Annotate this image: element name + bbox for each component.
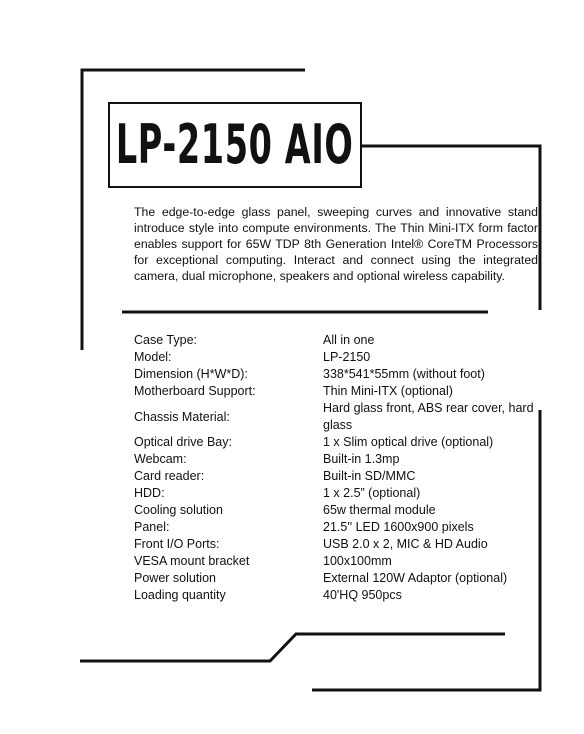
spec-value: 1 x Slim optical drive (optional)	[323, 435, 494, 449]
spec-value: 40'HQ 950pcs	[323, 588, 402, 602]
spec-row	[134, 349, 534, 366]
spec-row	[134, 587, 534, 604]
spec-label: Chassis Material:	[134, 409, 230, 424]
spec-row	[134, 485, 534, 502]
frame-line-bottom-left	[80, 634, 505, 661]
spec-table	[134, 332, 534, 604]
spec-label: Webcam:	[134, 452, 187, 466]
spec-row	[134, 400, 534, 434]
spec-value: LP-2150	[323, 350, 371, 364]
spec-label: Front I/O Ports:	[134, 537, 220, 551]
spec-label: Motherboard Support:	[134, 384, 256, 398]
spec-row	[134, 383, 534, 400]
spec-label: Model:	[134, 350, 172, 364]
spec-label: Optical drive Bay:	[134, 435, 232, 449]
title-box	[108, 102, 362, 188]
spec-label: Dimension (H*W*D):	[134, 367, 248, 381]
spec-label: Loading quantity	[134, 588, 226, 602]
spec-row	[134, 536, 534, 553]
spec-label: Panel:	[134, 520, 170, 534]
spec-row	[134, 468, 534, 485]
page-title: LP-2150 AIO	[116, 113, 354, 176]
spec-value: 65w thermal module	[323, 503, 436, 517]
spec-value: Built-in 1.3mp	[323, 452, 400, 466]
spec-value: External 120W Adaptor (optional)	[323, 571, 508, 585]
spec-value: 338*541*55mm (without foot)	[323, 367, 485, 381]
spec-row	[134, 553, 534, 570]
spec-label: Power solution	[134, 571, 216, 585]
spec-value: Thin Mini-ITX (optional)	[323, 384, 453, 398]
spec-value: 1 x 2.5” (optional)	[323, 486, 421, 500]
spec-table-body	[134, 332, 534, 604]
spec-label: HDD:	[134, 486, 165, 500]
spec-value: Hard glass front, ABS rear cover, hard glass	[323, 401, 534, 432]
product-description: The edge-to-edge glass panel, sweeping curves and innovative stand introduce style into compute environments. The Thin Mini-ITX form factor enables support for 65W TDP 8th Generation Intel® CoreTM Processors for exceptional computing. Interact and connect using the integrated camera, dual microphone, speakers and optional wireless capability.	[134, 205, 538, 283]
spec-value: Built-in SD/MMC	[323, 469, 416, 483]
spec-row	[134, 451, 534, 468]
spec-row	[134, 502, 534, 519]
spec-label: Cooling solution	[134, 503, 223, 517]
spec-value: 21.5'' LED 1600x900 pixels	[323, 520, 474, 534]
spec-value: USB 2.0 x 2, MIC & HD Audio	[323, 537, 488, 551]
spec-value: All in one	[323, 333, 375, 347]
spec-row	[134, 434, 534, 451]
spec-row	[134, 570, 534, 587]
spec-label: Case Type:	[134, 333, 198, 347]
spec-row	[134, 332, 534, 349]
spec-row	[134, 519, 534, 536]
spec-label: VESA mount bracket	[134, 554, 250, 568]
spec-label: Card reader:	[134, 469, 205, 483]
spec-row	[134, 366, 534, 383]
spec-value: 100x100mm	[323, 554, 392, 568]
